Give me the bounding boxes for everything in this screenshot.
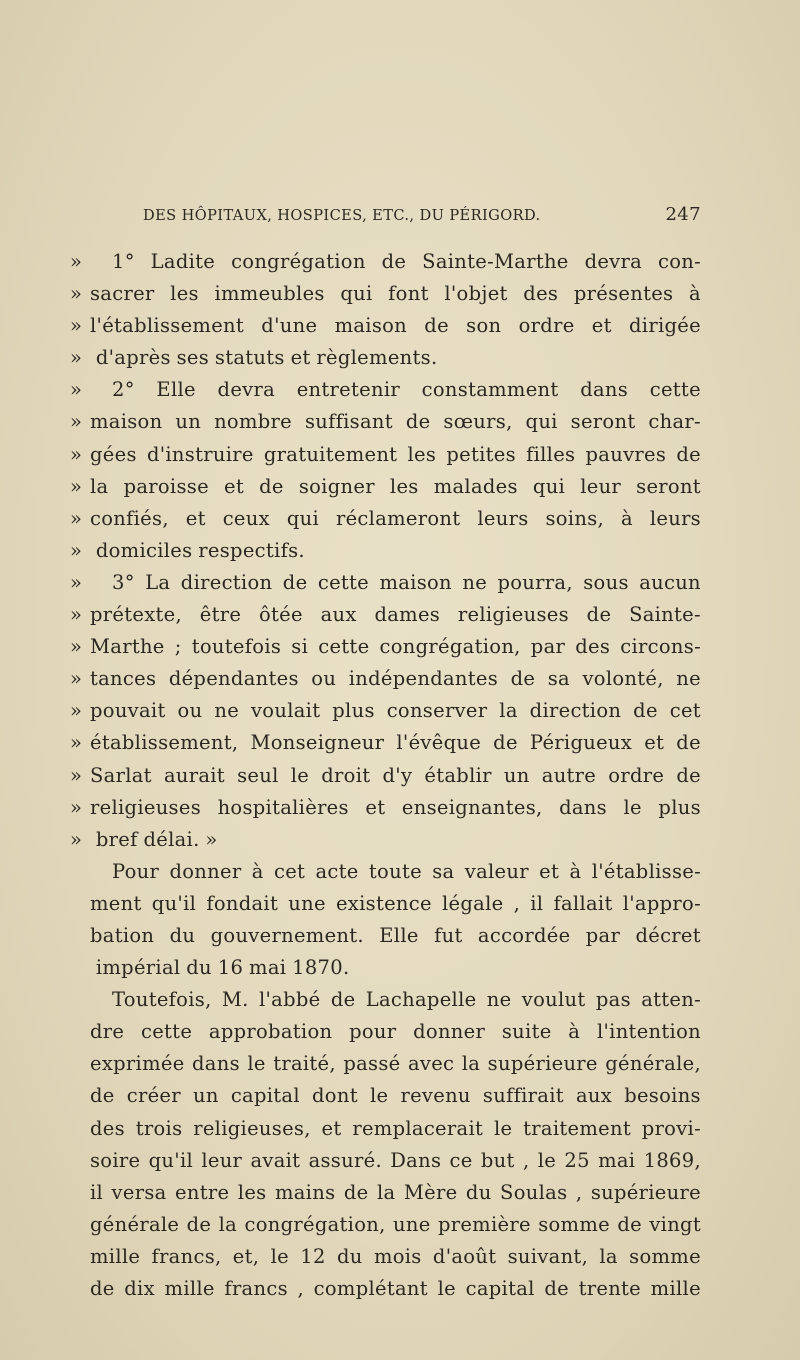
- text-line: [70, 1048, 701, 1080]
- quote-mark: [70, 856, 90, 888]
- line-text: il versa entre les mains de la Mère du Soulas , supérieure: [90, 1180, 701, 1204]
- quote-mark: »: [70, 827, 83, 851]
- quote-mark: [70, 1241, 90, 1273]
- line-text: maison un nombre suffisant de sœurs, qui seront char-: [90, 410, 701, 434]
- line-text: prétexte, être ôtée aux dames religieuses de Sainte-: [90, 603, 701, 627]
- text-line: [70, 599, 701, 631]
- quote-mark: »: [70, 603, 83, 627]
- page-header: [143, 204, 701, 225]
- text-line: [70, 1209, 701, 1241]
- quote-mark: »: [70, 570, 83, 594]
- quote-mark: »: [70, 699, 83, 723]
- line-text: Sarlat aurait seul le droit d'y établir un autre ordre de: [90, 763, 701, 787]
- line-text: 3° La direction de cette maison ne pourra, sous aucun: [112, 570, 701, 594]
- quote-mark: [70, 1048, 90, 1080]
- quote-mark: [70, 920, 90, 952]
- paragraph-indent: [90, 567, 112, 599]
- body-text: [70, 246, 701, 1305]
- quote-mark: [70, 1209, 90, 1241]
- paragraph-indent: [90, 246, 112, 278]
- line-text: 1° Ladite congrégation de Sainte-Marthe devra con-: [112, 250, 701, 273]
- line-text: dre cette approbation pour donner suite à l'intention: [90, 1020, 701, 1044]
- line-text: de créer un capital dont le revenu suffirait aux besoins: [90, 1084, 701, 1108]
- text-line: [70, 824, 701, 856]
- quote-mark: »: [70, 442, 83, 466]
- line-text: gées d'instruire gratuitement les petites filles pauvres de: [90, 442, 701, 466]
- line-text: religieuses hospitalières et enseignantes, dans le plus: [90, 795, 701, 819]
- quote-mark: »: [70, 410, 83, 434]
- line-text: exprimée dans le traité, passé avec la supérieure générale,: [90, 1052, 701, 1076]
- quote-mark: »: [70, 538, 83, 562]
- text-line: [70, 1016, 701, 1048]
- running-title: DES HÔPITAUX, HOSPICES, ETC., DU PÉRIGORD.: [143, 207, 541, 224]
- text-line: [70, 342, 701, 374]
- line-text: Toutefois, M. l'abbé de Lachapelle ne voulut pas atten-: [112, 988, 701, 1012]
- line-text: domiciles respectifs.: [95, 538, 305, 562]
- line-text: ment qu'il fondait une existence légale , il fallait l'appro-: [90, 891, 701, 915]
- quote-mark: »: [70, 346, 83, 370]
- quote-mark: »: [70, 795, 83, 819]
- text-line: [70, 439, 701, 471]
- quote-mark: »: [70, 506, 83, 530]
- text-line: [70, 920, 701, 952]
- quote-mark: »: [70, 731, 83, 755]
- quote-mark: [70, 1145, 90, 1177]
- paragraph-indent: [90, 856, 112, 888]
- text-line: [70, 631, 701, 663]
- text-line: [70, 1080, 701, 1112]
- quote-mark: »: [70, 667, 83, 691]
- quote-mark: »: [70, 314, 83, 338]
- text-line: [70, 1177, 701, 1209]
- text-line: [70, 278, 701, 310]
- quote-mark: [70, 1177, 90, 1209]
- text-line: [70, 503, 701, 535]
- line-text: soire qu'il leur avait assuré. Dans ce but , le 25 mai 1869,: [90, 1148, 701, 1172]
- text-line: [70, 310, 701, 342]
- line-text: tances dépendantes ou indépendantes de sa volonté, ne: [90, 667, 701, 691]
- text-line: [70, 535, 701, 567]
- quote-mark: [70, 1080, 90, 1112]
- line-text: générale de la congrégation, une première somme de vingt: [90, 1212, 701, 1236]
- paragraph-indent: [90, 984, 112, 1016]
- text-line: [70, 727, 701, 759]
- line-text: la paroisse et de soigner les malades qui leur seront: [90, 474, 701, 498]
- quote-mark: »: [70, 250, 83, 273]
- line-text: impérial du 16 mai 1870.: [95, 956, 350, 980]
- text-line: [70, 406, 701, 438]
- text-line: [70, 952, 701, 984]
- quote-mark: »: [70, 763, 83, 787]
- quote-mark: [70, 952, 90, 984]
- line-text: sacrer les immeubles qui font l'objet des présentes à: [90, 282, 701, 306]
- quote-mark: [70, 984, 90, 1016]
- text-line: [70, 984, 701, 1016]
- line-text: pouvait ou ne voulait plus conserver la direction de cet: [90, 699, 701, 723]
- line-text: Marthe ; toutefois si cette congrégation, par des circons-: [90, 635, 701, 659]
- quote-mark: [70, 888, 90, 920]
- quote-mark: »: [70, 282, 83, 306]
- line-text: 2° Elle devra entretenir constamment dans cette: [112, 378, 701, 402]
- quote-mark: »: [70, 474, 83, 498]
- quote-mark: [70, 1016, 90, 1048]
- quote-mark: [70, 1273, 90, 1305]
- line-text: de dix mille francs , complétant le capital de trente mille: [90, 1277, 701, 1300]
- text-line: [70, 246, 701, 278]
- text-line: [70, 567, 701, 599]
- text-line: [70, 760, 701, 792]
- text-line: [70, 663, 701, 695]
- quote-mark: »: [70, 378, 83, 402]
- text-line: [70, 792, 701, 824]
- quote-mark: »: [70, 635, 83, 659]
- text-line: [70, 374, 701, 406]
- line-text: mille francs, et, le 12 du mois d'août suivant, la somme: [90, 1244, 701, 1268]
- paragraph-indent: [90, 374, 112, 406]
- page-number: 247: [665, 204, 701, 225]
- text-line: [70, 1241, 701, 1273]
- line-text: confiés, et ceux qui réclameront leurs soins, à leurs: [90, 506, 701, 530]
- line-text: des trois religieuses, et remplacerait le traitement provi-: [90, 1116, 701, 1140]
- text-line: [70, 471, 701, 503]
- line-text: l'établissement d'une maison de son ordre et dirigée: [90, 314, 701, 338]
- line-text: établissement, Monseigneur l'évêque de Périgueux et de: [90, 731, 701, 755]
- text-line: [70, 1113, 701, 1145]
- text-line: [70, 856, 701, 888]
- line-text: Pour donner à cet acte toute sa valeur et à l'établisse-: [112, 859, 701, 883]
- quote-mark: [70, 1113, 90, 1145]
- text-line: [70, 888, 701, 920]
- line-text: bref délai. »: [95, 827, 218, 851]
- text-line: [70, 695, 701, 727]
- line-text: d'après ses statuts et règlements.: [95, 346, 438, 370]
- line-text: bation du gouvernement. Elle fut accordée par décret: [90, 923, 701, 947]
- text-line: [70, 1145, 701, 1177]
- text-line: [70, 1273, 701, 1305]
